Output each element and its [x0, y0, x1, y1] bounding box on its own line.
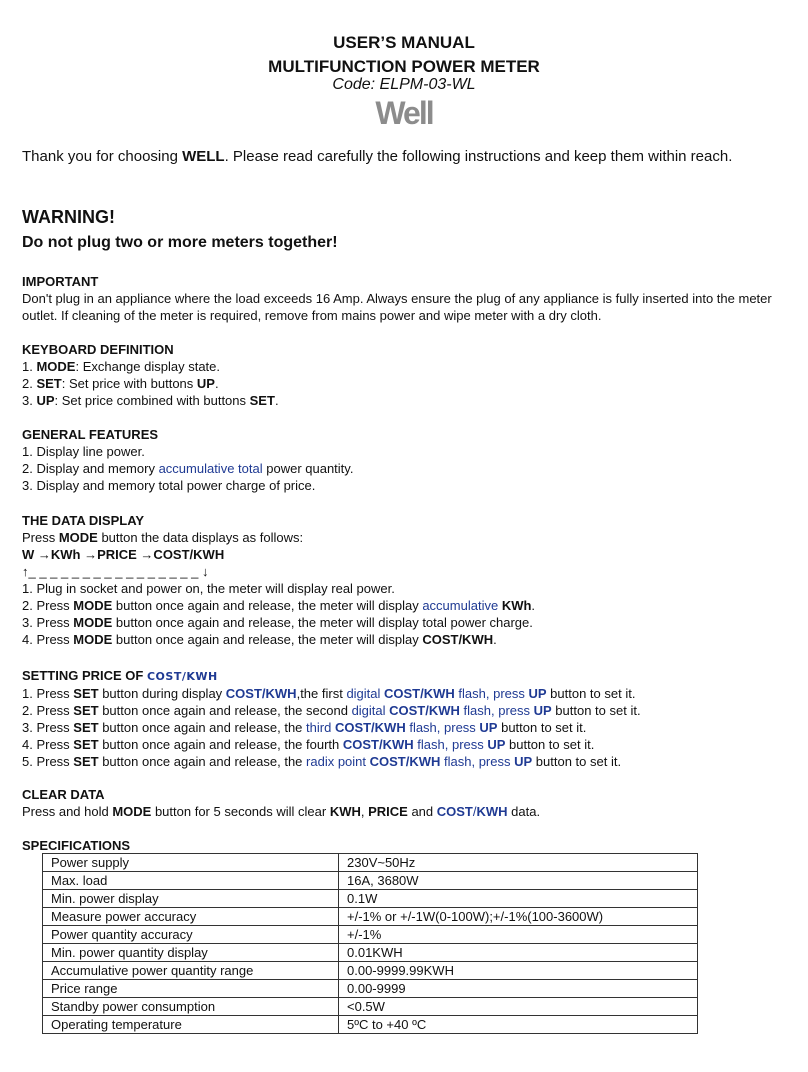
- spec-row: [43, 998, 698, 1016]
- sp-mid: button once again and release, the: [98, 720, 307, 735]
- sp-flash: flash, press: [440, 754, 515, 769]
- display-step-1: 1. Plug in socket and power on, the meter will display real power.: [22, 581, 395, 596]
- spec-row: [43, 962, 698, 980]
- sp-mid: button once again and release, the second: [98, 703, 352, 718]
- spec-row: [43, 890, 698, 908]
- spec-label: Measure power accuracy: [43, 908, 339, 926]
- data-display-intro: [22, 529, 782, 546]
- sp-text: ,the first: [296, 686, 347, 701]
- spec-row: [43, 926, 698, 944]
- clear-text: [22, 803, 782, 820]
- sp-up: UP: [528, 686, 547, 701]
- sp-end: button to set it.: [551, 703, 641, 718]
- clear-slash: /: [472, 804, 477, 819]
- spec-label: Power supply: [43, 854, 339, 872]
- spec-value: 0.00-9999.99KWH: [339, 962, 698, 980]
- important-section: [22, 273, 782, 324]
- setting-step-1: [22, 685, 782, 702]
- kb-key: MODE: [36, 359, 76, 374]
- spec-value: 0.1W: [339, 890, 698, 908]
- sp-end: button to set it.: [505, 737, 595, 752]
- display-loop-arrow: ↑_ _ _ _ _ _ _ _ _ _ _ _ _ _ _ _ ↓: [22, 564, 209, 579]
- display-step-3: [22, 614, 782, 631]
- ds3-key: MODE: [73, 615, 113, 630]
- sp-pre: 2. Press: [22, 703, 74, 718]
- spec-value: 0.00-9999: [339, 980, 698, 998]
- data-display-section: [22, 512, 782, 648]
- data-display-title: THE DATA DISPLAY: [22, 513, 145, 528]
- setting-price-section: [22, 667, 782, 770]
- well-logo-text: Well: [375, 95, 433, 131]
- clear-mid: button for 5 seconds will clear: [151, 804, 330, 819]
- sp-end: button to set it.: [497, 720, 587, 735]
- dd-key: MODE: [58, 530, 98, 545]
- sp-pre: 4. Press: [22, 737, 74, 752]
- intro-post: . Please read carefully the following instructions and keep them within reach.: [224, 148, 733, 165]
- keyboard-section: [22, 341, 782, 409]
- kb-key: UP: [36, 393, 55, 408]
- spec-row: [43, 1016, 698, 1034]
- title-users-manual: USER’S MANUAL: [333, 33, 475, 52]
- sp-digit: digital: [346, 686, 385, 701]
- features-section: [22, 426, 782, 494]
- intro-pre: Thank you for choosing: [22, 148, 183, 165]
- sp-costkwh2: COST/KWH: [384, 686, 455, 701]
- ds4-pre: 4. Press: [22, 632, 74, 647]
- spec-label: Standby power consumption: [43, 998, 339, 1016]
- clear-kwh: KWH: [329, 804, 361, 819]
- sp-costkwh: COST/KWH: [334, 720, 406, 735]
- setting-step-4: [22, 736, 782, 753]
- spec-label: Min. power display: [43, 890, 339, 908]
- sp-digit: third: [306, 720, 335, 735]
- feature-1: 1. Display line power.: [22, 444, 145, 459]
- sp-flash: flash, press: [454, 686, 529, 701]
- important-text: Don't plug in an appliance where the load exceeds 16 Amp. Always ensure the plug of any appliance is fully inserted into the meter outlet. If cleaning of the meter is required, remove from mains power and wipe meter with a dry cloth.: [22, 291, 772, 323]
- feature-3: 3. Display and memory total power charge of price.: [22, 478, 316, 493]
- specifications-table-body: [43, 854, 698, 1034]
- setting-title-highlight: COST/KWH: [146, 670, 218, 683]
- spec-row: [43, 872, 698, 890]
- feature-2-pre: 2. Display and memory: [22, 461, 159, 476]
- spec-row: [43, 980, 698, 998]
- sp-digit: digital: [351, 703, 390, 718]
- spec-label: Accumulative power quantity range: [43, 962, 339, 980]
- clear-pre: Press and hold: [22, 804, 113, 819]
- intro-brand: WELL: [182, 148, 225, 165]
- sp-costkwh: COST/KWH: [369, 754, 441, 769]
- sp-end: button to set it.: [532, 754, 622, 769]
- sp-up: UP: [487, 737, 506, 752]
- features-title: GENERAL FEATURES: [22, 427, 159, 442]
- sp-costkwh: COST/KWH: [225, 686, 297, 701]
- spec-label: Max. load: [43, 872, 339, 890]
- setting-step-3: [22, 719, 782, 736]
- display-sequence: W →KWh →PRICE →COST/KWH: [22, 547, 225, 562]
- specifications-section: [22, 837, 782, 854]
- clear-title: CLEAR DATA: [22, 787, 105, 802]
- ds2-highlight: accumulative: [422, 598, 499, 613]
- spec-value: <0.5W: [339, 998, 698, 1016]
- feature-2-post: power quantity.: [262, 461, 354, 476]
- spec-label: Price range: [43, 980, 339, 998]
- sp-pre: 5. Press: [22, 754, 74, 769]
- kb-ref: SET: [249, 393, 275, 408]
- ds4-key: MODE: [73, 632, 113, 647]
- sp-digit: radix point: [306, 754, 370, 769]
- sp-key: SET: [73, 754, 99, 769]
- kb-desc: : Exchange display state.: [75, 359, 220, 374]
- kb-end: .: [214, 376, 219, 391]
- sp-end: button to set it.: [546, 686, 636, 701]
- specifications-table: [42, 853, 698, 1034]
- ds2-key: MODE: [73, 598, 113, 613]
- ds3-pre: 3. Press: [22, 615, 74, 630]
- ds2-mid: button once again and release, the meter will display: [112, 598, 423, 613]
- sp-flash: flash, press: [459, 703, 534, 718]
- sp-pre: 1. Press: [22, 686, 74, 701]
- dd-pre: Press: [22, 530, 59, 545]
- important-title: IMPORTANT: [22, 274, 99, 289]
- spec-value: 16A, 3680W: [339, 872, 698, 890]
- spec-value: 5ºC to +40 ºC: [339, 1016, 698, 1034]
- sp-key: SET: [73, 703, 99, 718]
- clear-sep: ,: [360, 804, 369, 819]
- kb-num: 2.: [22, 376, 37, 391]
- spec-value: 0.01KWH: [339, 944, 698, 962]
- feature-2: [22, 460, 782, 477]
- ds2-end: KWh: [498, 598, 532, 613]
- sp-up: UP: [514, 754, 533, 769]
- spec-value: +/-1% or +/-1W(0-100W);+/-1%(100-3600W): [339, 908, 698, 926]
- intro-text: [22, 148, 732, 165]
- kb-end: .: [274, 393, 279, 408]
- sp-mid: button during display: [98, 686, 226, 701]
- spec-label: Power quantity accuracy: [43, 926, 339, 944]
- keyboard-item-up: [22, 392, 782, 409]
- well-logo: [0, 95, 808, 132]
- clear-cost: COST: [436, 804, 473, 819]
- kb-num: 1.: [22, 359, 37, 374]
- spec-row: [43, 854, 698, 872]
- sp-costkwh: COST/KWH: [389, 703, 460, 718]
- ds4-mid: button once again and release, the meter will display: [112, 632, 423, 647]
- spec-value: +/-1%: [339, 926, 698, 944]
- sp-flash: flash, press: [405, 720, 480, 735]
- setting-step-5: [22, 753, 782, 770]
- kb-ref: UP: [196, 376, 215, 391]
- sp-mid: button once again and release, the: [98, 754, 307, 769]
- clear-data-section: [22, 786, 782, 820]
- sp-pre: 3. Press: [22, 720, 74, 735]
- display-step-2: 2. Press MODE button once again and release, the meter will display accumulative KWh.: [22, 598, 536, 613]
- ds4-end: COST/KWH: [422, 632, 494, 647]
- sp-key: SET: [73, 737, 99, 752]
- spec-row: [43, 944, 698, 962]
- keyboard-item-set: [22, 375, 782, 392]
- setting-step-2: [22, 702, 782, 719]
- spec-value: 230V~50Hz: [339, 854, 698, 872]
- dd-post: button the data displays as follows:: [97, 530, 304, 545]
- spec-label: Min. power quantity display: [43, 944, 339, 962]
- sp-flash: flash, press: [413, 737, 488, 752]
- clear-key: MODE: [112, 804, 152, 819]
- warning-title: WARNING!: [22, 207, 115, 227]
- feature-2-highlight: accumulative total: [158, 461, 263, 476]
- product-code: Code: ELPM-03-WL: [332, 76, 476, 93]
- clear-end: data.: [507, 804, 541, 819]
- display-step-4: 4. Press MODE button once again and release, the meter will display COST/KWH.: [22, 632, 497, 647]
- ds2-pre: 2. Press: [22, 598, 74, 613]
- kb-desc: : Set price with buttons: [61, 376, 197, 391]
- clear-price: PRICE: [368, 804, 408, 819]
- sp-up: UP: [479, 720, 498, 735]
- spec-label: Operating temperature: [43, 1016, 339, 1034]
- kb-key: SET: [36, 376, 62, 391]
- sp-up: UP: [533, 703, 552, 718]
- keyboard-item-mode: [22, 358, 782, 375]
- sp-mid: button once again and release, the fourth: [98, 737, 343, 752]
- spec-row: [43, 908, 698, 926]
- specifications-title: SPECIFICATIONS: [22, 838, 131, 853]
- ds3-mid: button once again and release, the meter will display total power charge.: [112, 615, 533, 630]
- sp-costkwh: COST/KWH: [342, 737, 414, 752]
- clear-kwh2: KWH: [476, 804, 508, 819]
- clear-and: and: [407, 804, 437, 819]
- setting-title-pre: SETTING PRICE OF: [22, 668, 147, 683]
- title-product: MULTIFUNCTION POWER METER: [268, 57, 540, 76]
- keyboard-title: KEYBOARD DEFINITION: [22, 342, 174, 357]
- sp-key: SET: [73, 720, 99, 735]
- kb-desc: : Set price combined with buttons: [54, 393, 250, 408]
- sp-key: SET: [73, 686, 99, 701]
- kb-num: 3.: [22, 393, 37, 408]
- warning-subtitle: Do not plug two or more meters together!: [22, 234, 338, 251]
- setting-title: [22, 667, 782, 685]
